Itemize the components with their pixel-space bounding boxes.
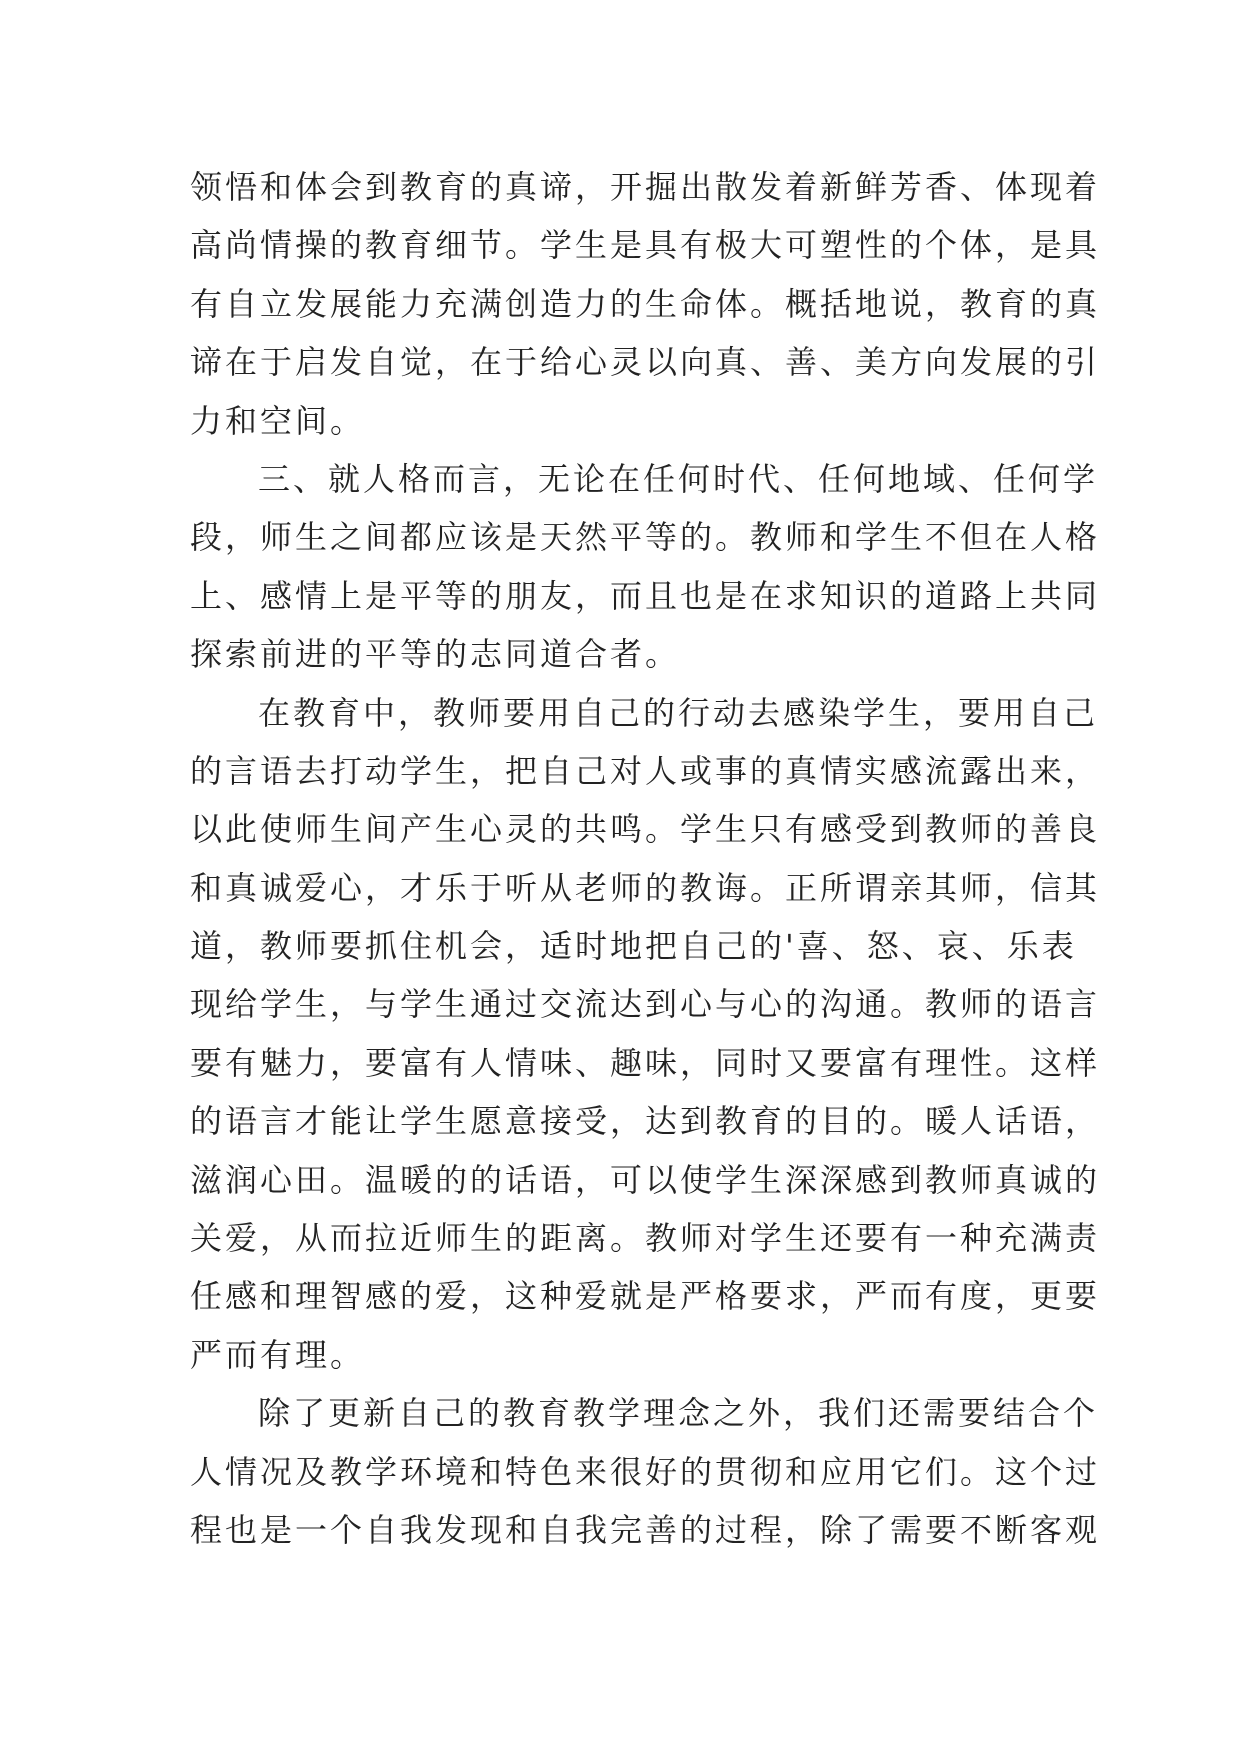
text-line: 领悟和体会到教育的真谛，开掘出散发着新鲜芳香、体现着 [190, 168, 1101, 206]
text-line: 严而有理。 [190, 1335, 366, 1374]
paragraph-first-line: 三、就人格而言，无论在任何时代、任何地域、任何学 [258, 459, 1099, 498]
text-line: 任感和理智感的爱，这种爱就是严格要求，严而有度，更要 [190, 1277, 1101, 1316]
text-line: 道，教师要抓住机会，适时地把自己的'喜、怒、哀、乐表 [190, 927, 1077, 966]
text-line: 探索前进的平等的志同道合者。 [190, 635, 681, 674]
text-line: 程也是一个自我发现和自我完善的过程，除了需要不断客观 [190, 1510, 1101, 1549]
text-line: 段，师生之间都应该是天然平等的。教师和学生不但在人格 [190, 518, 1101, 557]
text-line: 力和空间。 [190, 401, 366, 440]
text-line: 和真诚爱心，才乐于听从老师的教诲。正所谓亲其师，信其 [190, 868, 1101, 907]
text-line: 人情况及教学环境和特色来很好的贯彻和应用它们。这个过 [190, 1452, 1101, 1491]
text-line: 的言语去打动学生，把自己对人或事的真情实感流露出来， [190, 751, 1101, 790]
text-line: 上、感情上是平等的朋友，而且也是在求知识的道路上共同 [190, 576, 1101, 615]
text-line: 谛在于启发自觉，在于给心灵以向真、善、美方向发展的引 [190, 343, 1101, 382]
text-line: 滋润心田。温暖的的话语，可以使学生深深感到教师真诚的 [190, 1160, 1101, 1199]
text-line: 有自立发展能力充满创造力的生命体。概括地说，教育的真 [190, 284, 1101, 323]
body-text [190, 158, 1101, 1559]
text-line: 以此使师生间产生心灵的共鸣。学生只有感受到教师的善良 [190, 810, 1101, 849]
text-line: 关爱，从而拉近师生的距离。教师对学生还要有一种充满责 [190, 1219, 1101, 1258]
text-line: 的语言才能让学生愿意接受，达到教育的目的。暖人话语， [190, 1102, 1101, 1141]
paragraph-first-line: 在教育中，教师要用自己的行动去感染学生，要用自己 [258, 693, 1099, 732]
text-line: 现给学生，与学生通过交流达到心与心的沟通。教师的语言 [190, 985, 1101, 1024]
paragraph-first-line: 除了更新自己的教育教学理念之外，我们还需要结合个 [258, 1394, 1099, 1433]
text-line: 高尚情操的教育细节。学生是具有极大可塑性的个体，是具 [190, 226, 1101, 265]
text-line: 要有魅力，要富有人情味、趣味，同时又要富有理性。这样 [190, 1043, 1101, 1082]
